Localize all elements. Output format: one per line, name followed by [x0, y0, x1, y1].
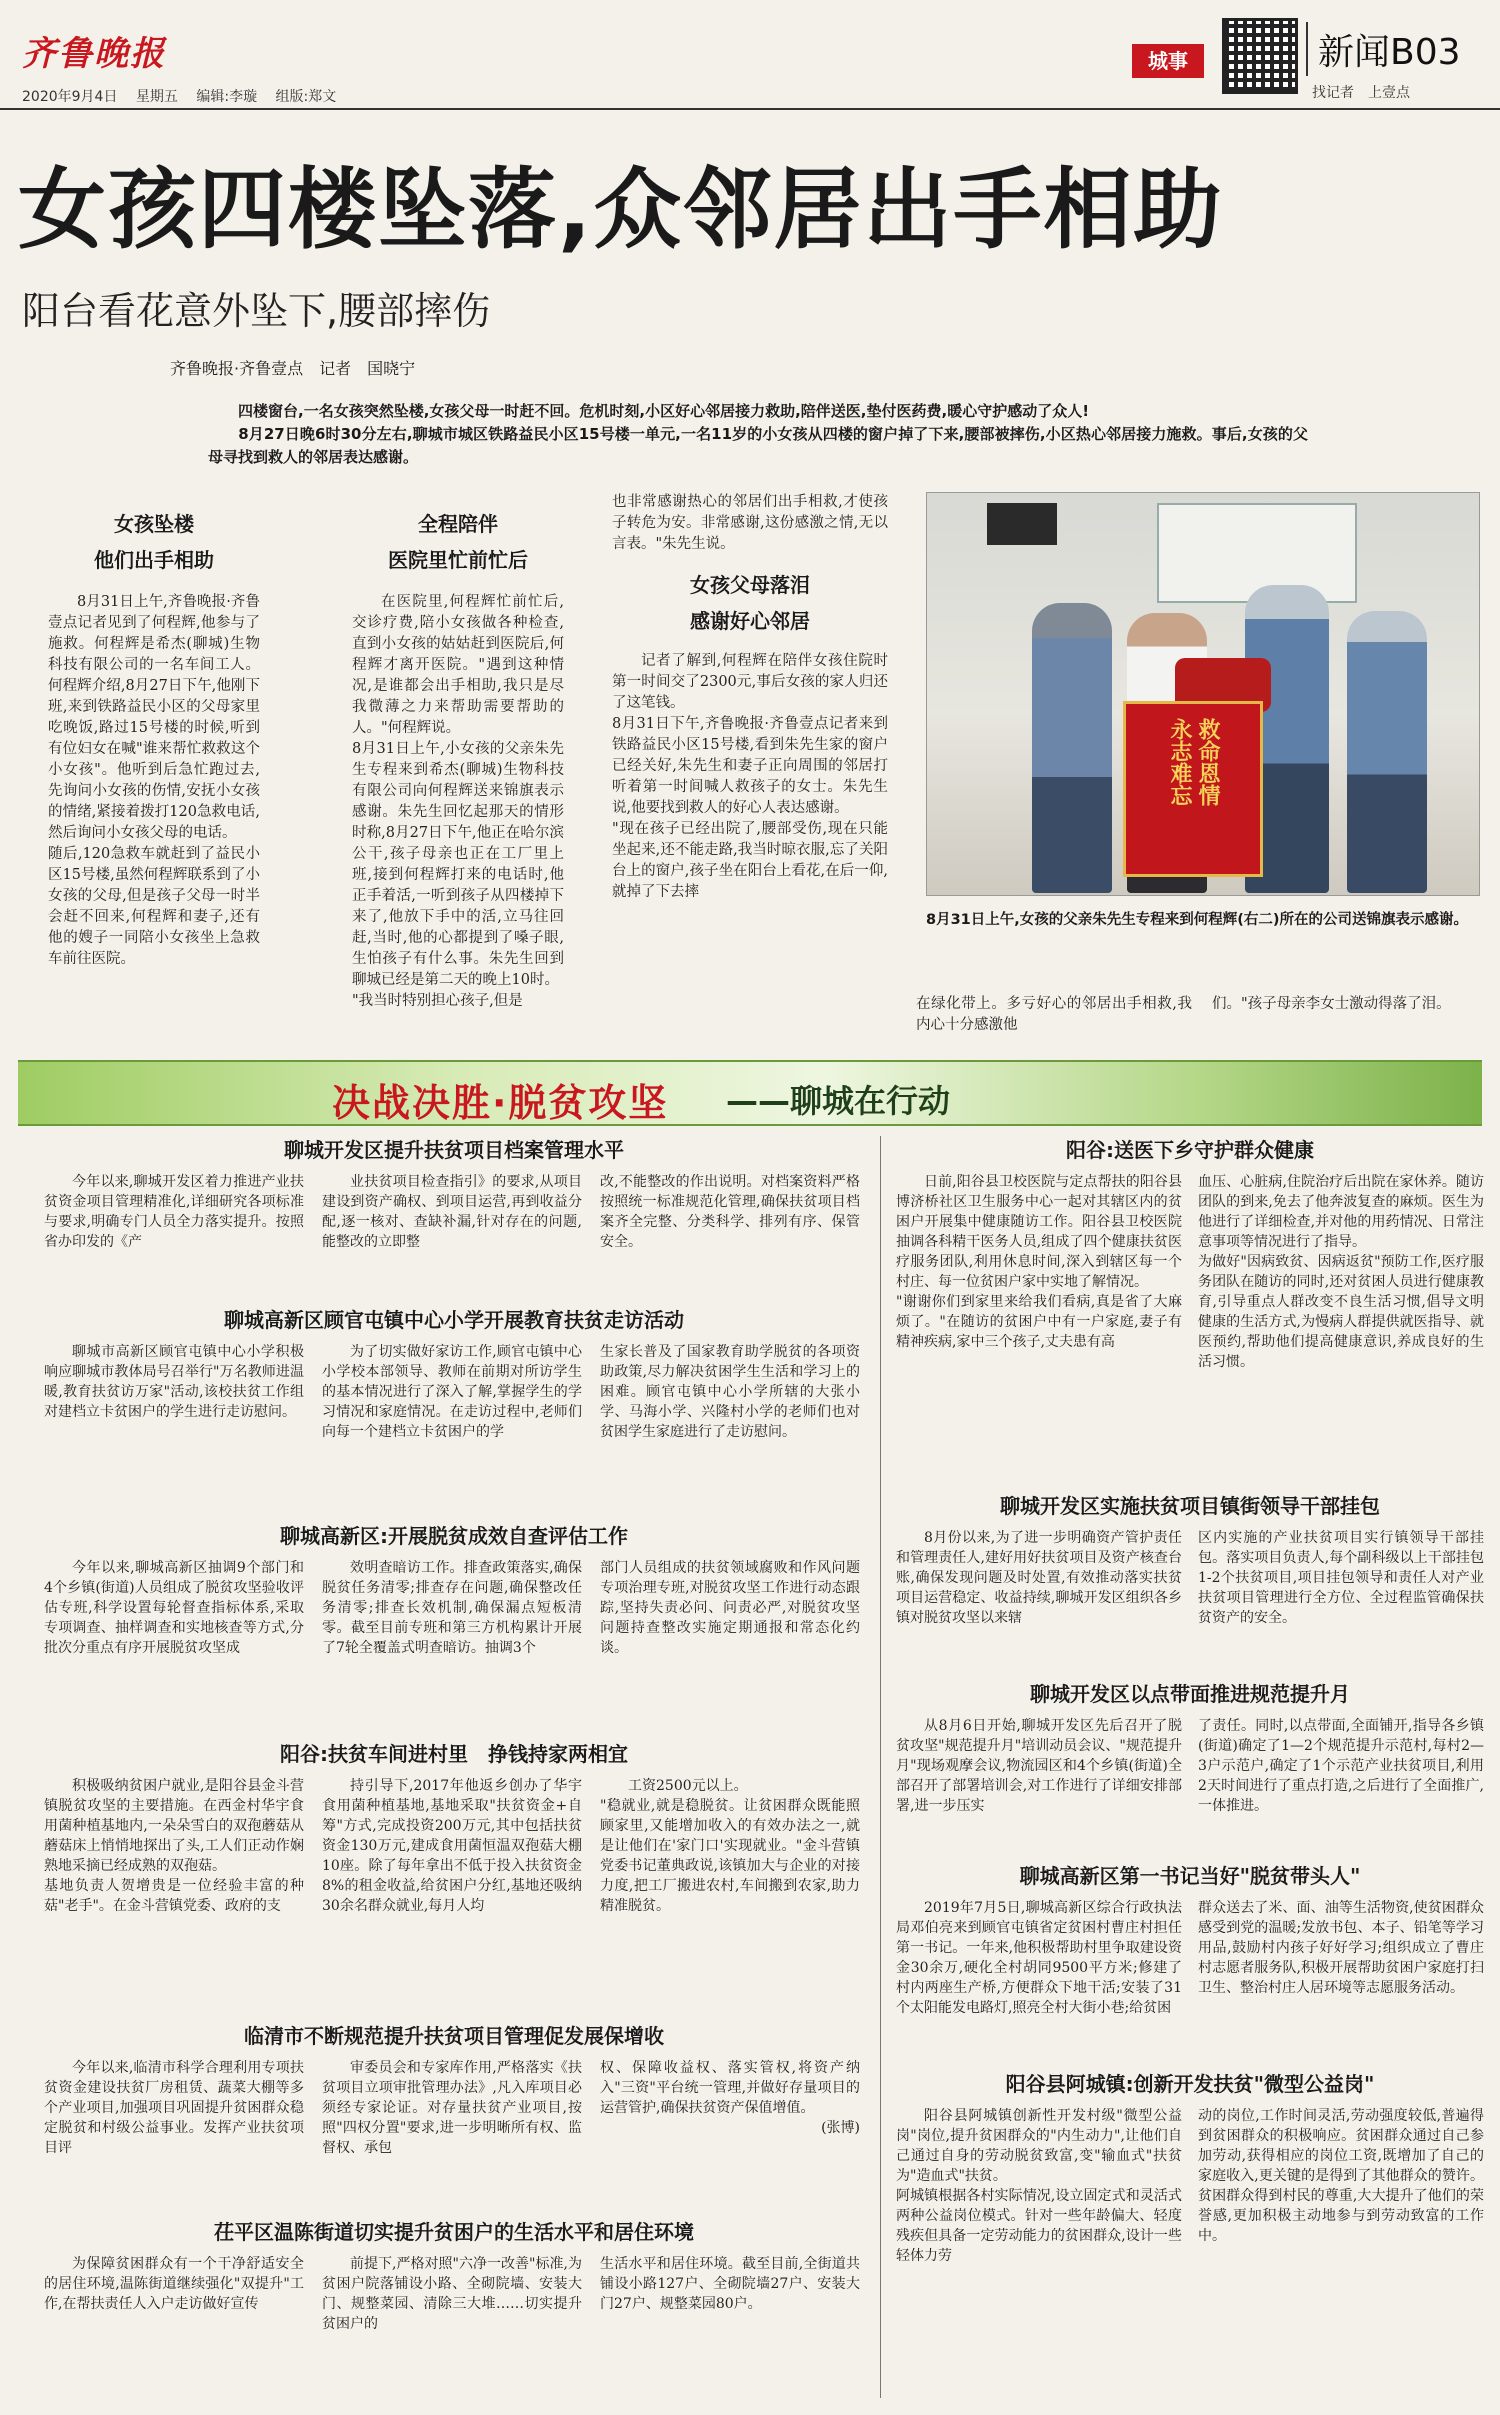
- article-title: 阳谷:扶贫车间进村里 挣钱持家两相宜: [280, 1742, 628, 1766]
- section-tag: 城事: [1132, 44, 1204, 78]
- column-divider: [880, 1136, 881, 2398]
- person-figure: [1032, 603, 1112, 893]
- masthead: [0, 0, 1500, 110]
- article-col: 为了切实做好家访工作,顾官屯镇中心小学校本部领导、教师在前期对所访学生的基本情况进行了深入了解,掌握学生的学习情况和家庭情况。在走访过程中,老师们向每一个建档立卡贫困户的学: [322, 1344, 582, 1440]
- article-col: 改,不能整改的作出说明。对档案资料严格按照统一标准规范化管理,确保扶贫项目档案齐全完整、分类科学、排列有序、保管安全。: [600, 1174, 860, 1250]
- lead-col3: [612, 492, 888, 903]
- article-title: 阳谷:送医下乡守护群众健康: [1066, 1138, 1314, 1162]
- article-col: 审委员会和专家库作用,严格落实《扶贫项目立项审批管理办法》,凡入库项目必须经专家论证。对存量扶贫产业项目,按照"四权分置"要求,进一步明晰所有权、监督权、承包: [322, 2060, 582, 2156]
- article-col: 群众送去了米、面、油等生活物资,使贫困群众感受到党的温暖;发放书包、本子、铅笔等学习用品,鼓励村内孩子好好学习;组织成立了曹庄村志愿者服务队,积极开展帮助贫困户家庭打扫卫生、整治村庄人居环境等志愿服务活动。: [1198, 1900, 1484, 1996]
- article-col: 了责任。同时,以点带面,全面铺开,指导各乡镇(街道)确定了1—2个规范提升示范村,每村2—3户示范户,确定了1个示范产业扶贫项目,利用2天时间进行了重点打造,之后进行了全面推广,一体推进。: [1198, 1718, 1484, 1814]
- issue-date: 2020年9月4日: [22, 89, 118, 105]
- page-label: 新闻B03: [1318, 32, 1461, 73]
- lead-col3-subhead: 女孩父母落泪 感谢好心邻居: [690, 573, 810, 633]
- lead-col2: [352, 502, 564, 1012]
- article-col: 效明查暗访工作。排查政策落实,确保脱贫任务清零;排查存在问题,确保整改任务清零;排查长效机制,确保漏点短板清零。截至目前专班和第三方机构累计开展了7轮全覆盖式明查暗访。抽调3个: [322, 1560, 582, 1656]
- news-article: [44, 1136, 864, 1252]
- news-article: [896, 2070, 1484, 2266]
- lead-col2-subhead: 全程陪伴 医院里忙前忙后: [388, 512, 528, 572]
- photo-caption: 8月31日上午,女孩的父亲朱先生专程来到何程辉(右二)所在的公司送锦旗表示感谢。: [926, 912, 1469, 928]
- campaign-banner: [18, 1060, 1482, 1126]
- news-article: [896, 1492, 1484, 1628]
- issue-meta: [22, 86, 336, 106]
- article-col: 工资2500元以上。 "稳就业,就是稳脱贫。让贫困群众既能照顾家里,又能增加收入的有效办法之一,就是让他们在'家门口'实现就业。"金斗营镇党委书记董典政说,该镇加大与企业的对接力度,把工厂搬进农村,车间搬到农家,助力精准脱贫。: [600, 1778, 860, 1914]
- campaign-banner-tail: ——聊城在行动: [726, 1082, 951, 1120]
- lead-byline: 齐鲁晚报·齐鲁壹点 记者 国晓宁: [170, 359, 416, 378]
- article-title: 聊城开发区提升扶贫项目档案管理水平: [284, 1138, 624, 1162]
- editor: 编辑:李璇: [196, 89, 258, 105]
- silk-banner: [1123, 701, 1263, 877]
- silk-banner-text: 救命恩情 永志难忘: [1167, 718, 1220, 806]
- article-title: 聊城开发区以点带面推进规范提升月: [1030, 1682, 1350, 1706]
- article-title: 茌平区温陈街道切实提升贫困户的生活水平和居住环境: [214, 2220, 694, 2244]
- article-col: 聊城市高新区顾官屯镇中心小学积极响应聊城市教体局号召举行"万名教师进温暖,教育扶贫访万家"活动,该校扶贫工作组对建档立卡贫困户的学生进行走访慰问。: [44, 1344, 304, 1420]
- lead-col2-text: 在医院里,何程辉忙前忙后,交诊疗费,陪小女孩做各种检查,直到小女孩的姑姑赶到医院后,何程辉才离开医院。"遇到这种情况,是谁都会出手相助,我只是尽我微薄之力来帮助需要帮助的人。"何程辉说。 8月31日上午,小女孩的父亲朱先生专程来到希杰(聊城)生物科技有限公司向何程辉送来锦旗表示感谢。朱先生回忆起那天的情形时称,8月27日下午,他正在哈尔滨公干,孩子母亲也正在工厂里上班,接到何程辉打来的电话时,他正手着活,一听到孩子从四楼掉下来了,他放下手中的活,立马往回赶,当时,他的心都提到了嗓子眼,生怕孩子有什么事。朱先生回到聊城已经是第二天的晚上10时。 "我当时特别担心孩子,但是: [352, 594, 564, 1009]
- lead-photo: [926, 492, 1480, 896]
- qr-caption: 找记者 上壹点: [1312, 85, 1410, 101]
- news-article: [896, 1680, 1484, 1816]
- news-article: [44, 2218, 864, 2334]
- article-col: 2019年7月5日,聊城高新区综合行政执法局邓伯亮来到顾官屯镇省定贫困村曹庄村担任第一书记。一年来,他积极帮助村里争取建设资金30余万,硬化全村胡同9500平方米;修建了村内两座生产桥,方便群众下地干活;安装了31个太阳能发电路灯,照亮全村大街小巷;给贫困: [896, 1900, 1182, 2016]
- news-article: [44, 1306, 864, 1442]
- article-col: 血压、心脏病,住院治疗后出院在家休养。随访团队的到来,免去了他奔波复查的麻烦。医生为他进行了详细检查,并对他的用药情况、日常注意事项等情况进行了指导。 为做好"因病致贫、因病返贫"预防工作,医疗服务团队在随访的同时,还对贫困人员进行健康教育,引导重点人群改变不良生活习惯,倡导文明健康的生活方式,为慢病人群提供就医指导、就医预约,帮助他们提高健康意识,养成良好的生活习惯。: [1198, 1174, 1484, 1370]
- article-title: 聊城高新区:开展脱贫成效自查评估工作: [280, 1524, 628, 1548]
- article-col: 区内实施的产业扶贫项目实行镇领导干部挂包。落实项目负责人,每个副科级以上干部挂包1-2个扶贫项目,项目挂包领导和责任人对产业扶贫项目管理进行全方位、全过程监管确保扶贫资产的安全。: [1198, 1530, 1484, 1626]
- tv-screen: [987, 503, 1057, 545]
- masthead-rule: [0, 108, 1500, 110]
- lead-col3-text: 也非常感谢热心的邻居们出手相救,才使孩子转危为安。非常感谢,这份感激之情,无以言表。"朱先生说。: [612, 494, 888, 552]
- qr-code-icon[interactable]: [1222, 18, 1298, 94]
- article-title: 聊城开发区实施扶贫项目镇街领导干部挂包: [1000, 1494, 1380, 1518]
- news-article: [44, 1522, 864, 1658]
- lead-col1-subhead: 女孩坠楼 他们出手相助: [94, 512, 214, 572]
- notice-board: [1157, 503, 1357, 603]
- article-col: 持引导下,2017年他返乡创办了华宇食用菌种植基地,基地采取"扶贫资金+自筹"方式,完成投资200万元,其中包括扶贫资金130万元,建成食用菌恒温双孢菇大棚10座。除了每年拿出不低于投入扶贫资金8%的租金收益,给贫困户分红,基地还吸纳30余名群众就业,每月人均: [322, 1778, 582, 1914]
- article-col: 动的岗位,工作时间灵活,劳动强度较低,普遍得到贫困群众的积极响应。贫困群众通过自己参加劳动,获得相应的岗位工资,既增加了自己的家庭收入,更关键的是得到了其他群众的赞许。贫困群众得到村民的尊重,大大提升了他们的荣誉感,更加积极主动地参与到劳动致富的工作中。: [1198, 2108, 1484, 2244]
- article-col: 权、保障收益权、落实管权,将资产纳入"三资"平台统一管理,并做好存量项目的运营管护,确保扶贫资产保值增值。: [600, 2060, 860, 2116]
- lead-col1: [48, 502, 260, 970]
- article-col: 今年以来,聊城开发区着力推进产业扶贫资金项目管理精准化,详细研究各项标准与要求,明确专门人员全力落实提升。按照省办印发的《产: [44, 1174, 304, 1250]
- campaign-banner-title: 决战决胜·脱贫攻坚: [332, 1081, 669, 1125]
- lead-headline: 女孩四楼坠落,众邻居出手相助: [18, 158, 1224, 261]
- lead-continued-a: 在绿化带上。多亏好心的邻居出手相救,我内心十分感激他: [916, 996, 1192, 1033]
- article-col: 前提下,严格对照"六净一改善"标准,为贫困户院落铺设小路、全砌院墙、安装大门、规整菜园、清除三大堆……切实提升贫困户的: [322, 2256, 582, 2332]
- article-col: 为保障贫困群众有一个干净舒适安全的居住环境,温陈街道继续强化"双提升"工作,在帮扶责任人入户走访做好宣传: [44, 2256, 304, 2312]
- article-col: 阳谷县阿城镇创新性开发村级"微型公益岗"岗位,提升贫困群众的"内生动力",让他们自己通过自身的劳动脱贫致富,变"输血式"扶贫为"造血式"扶贫。 阿城镇根据各村实际情况,设立固定式和灵活式两种公益岗位模式。针对一些年龄偏大、轻度残疾但具备一定劳动能力的贫困群众,设计一些轻体力劳: [896, 2108, 1182, 2264]
- lead-col1-text: 8月31日上午,齐鲁晚报·齐鲁壹点记者见到了何程辉,他参与了施救。何程辉是希杰(聊城)生物科技有限公司的一名车间工人。何程辉介绍,8月27日下午,他刚下班,来到铁路益民小区的父母家里吃晚饭,路过15号楼的时候,听到有位妇女在喊"谁来帮忙救救这个小女孩"。他听到后急忙跑过去,先询问小女孩的伤情,安抚小女孩的情绪,紧接着拨打120急救电话,然后询问小女孩父母的电话。 随后,120急救车就赶到了益民小区15号楼,虽然何程辉联系到了小女孩的父母,但是孩子父母一时半会赶不回来,何程辉和妻子,还有他的嫂子一同陪小女孩坐上急救车前往医院。: [48, 594, 260, 967]
- article-col: 今年以来,聊城高新区抽调9个部门和4个乡镇(街道)人员组成了脱贫攻坚验收评估专班,科学设置每轮督查指标体系,采取专项调查、抽样调查和实地核查等方式,分批次分重点有序开展脱贫攻坚成: [44, 1560, 304, 1656]
- article-title: 聊城高新区第一书记当好"脱贫带头人": [1019, 1864, 1361, 1888]
- news-article: [896, 1136, 1484, 1372]
- lead-summary: 四楼窗台,一名女孩突然坠楼,女孩父母一时赶不回。危机时刻,小区好心邻居接力救助,陪伴送医,垫付医药费,暖心守护感动了众人! 8月27日晚6时30分左右,聊城市城区铁路益民小区15号楼一单元,一名11岁的小女孩从四楼的窗户掉了下来,腰部被摔伤,小区热心邻居接力施救。事后,女孩的父母寻找到救人的邻居表达感谢。: [208, 402, 1308, 466]
- news-article: [44, 2022, 864, 2158]
- newspaper-logo: 齐鲁晚报: [22, 34, 166, 74]
- article-col: 日前,阳谷县卫校医院与定点帮扶的阳谷县博济桥社区卫生服务中心一起对其辖区内的贫困户开展集中健康随访工作。阳谷县卫校医院抽调各科精干医务人员,组成了四个健康扶贫医疗服务团队,利用休息时间,深入到辖区每一个村庄、每一位贫困户家中实地了解情况。 "谢谢你们到家里来给我们看病,真是省了大麻烦了。"在随访的贫困户中有一户家庭,妻子有精神疾病,家中三个孩子,丈夫患有高: [896, 1174, 1182, 1350]
- article-col: 业扶贫项目检查指引》的要求,从项目建设到资产确权、到项目运营,再到收益分配,逐一核对、查缺补漏,针对存在的问题,能整改的立即整: [322, 1174, 582, 1250]
- person-figure: [1347, 611, 1427, 893]
- article-col: 从8月6日开始,聊城开发区先后召开了脱贫攻坚"规范提升月"培训动员会议、"规范提升月"现场观摩会议,物流园区和4个乡镇(街道)全部召开了部署培训会,对工作进行了详细安排部署,进一步压实: [896, 1718, 1182, 1814]
- article-title: 临清市不断规范提升扶贫项目管理促发展保增收: [244, 2024, 664, 2048]
- article-col: 部门人员组成的扶贫领域腐败和作风问题专项治理专班,对脱贫攻坚工作进行动态跟踪,坚持失责必问、问责必严,对脱贫攻坚问题持查整改实施定期通报和常态化约谈。: [600, 1560, 860, 1656]
- article-col: 今年以来,临清市科学合理利用专项扶贫资金建设扶贫厂房租赁、蔬菜大棚等多个产业项目,加强项目巩固提升贫困群众稳定脱贫和村级公益事业。发挥产业扶贫项目评: [44, 2060, 304, 2156]
- article-title: 阳谷县阿城镇:创新开发扶贫"微型公益岗": [1005, 2072, 1375, 2096]
- lead-continued-b: 们。"孩子母亲李女士激动得落了泪。: [1212, 996, 1451, 1012]
- news-article: [44, 1740, 864, 1916]
- article-col: 8月份以来,为了进一步明确资产管护责任和管理责任人,建好用好扶贫项目及资产核查台账,确保发现问题及时处置,有效推动落实扶贫项目运营稳定、收益持续,聊城开发区组织各乡镇对脱贫攻坚以来辖: [896, 1530, 1182, 1626]
- lead-col3-text2: 记者了解到,何程辉在陪伴女孩住院时第一时间交了2300元,事后女孩的家人归还了这笔钱。 8月31日下午,齐鲁晚报·齐鲁壹点记者来到铁路益民小区15号楼,看到朱先生家的窗户已经关好,朱先生和妻子正向周围的邻居打听着第一时间喊人救孩子的女士。朱先生说,他要找到救人的好心人表达感谢。 "现在孩子已经出院了,腰部受伤,现在只能坐起来,还不能走路,我当时晾衣服,忘了关阳台上的窗户,孩子坐在阳台上看花,在后一仰,就掉了下去摔: [612, 653, 888, 900]
- article-author: (张博): [821, 2120, 860, 2136]
- article-col: 生家长普及了国家教育助学脱贫的各项资助政策,尽力解决贫困学生生活和学习上的困难。顾官屯镇中心小学所辖的大张小学、马海小学、兴隆村小学的老师们也对贫困学生家庭进行了走访慰问。: [600, 1344, 860, 1440]
- article-col: 积极吸纳贫困户就业,是阳谷县金斗营镇脱贫攻坚的主要措施。在西金村华宇食用菌种植基地内,一朵朵雪白的双孢蘑菇从蘑菇床上悄悄地探出了头,工人们正动作娴熟地采摘已经成熟的双孢菇。 基地负责人贺增贵是一位经验丰富的种菇"老手"。在金斗营镇党委、政府的支: [44, 1778, 304, 1914]
- lead-deck: 阳台看花意外坠下,腰部摔伤: [22, 289, 491, 333]
- article-title: 聊城高新区顾官屯镇中心小学开展教育扶贫走访活动: [224, 1308, 684, 1332]
- designer: 组版:郑文: [275, 89, 337, 105]
- news-article: [896, 1862, 1484, 2018]
- issue-weekday: 星期五: [135, 89, 178, 105]
- article-col: 生活水平和居住环境。截至目前,全街道共铺设小路127户、全砌院墙27户、安装大门27户、规整菜园80户。: [600, 2256, 860, 2312]
